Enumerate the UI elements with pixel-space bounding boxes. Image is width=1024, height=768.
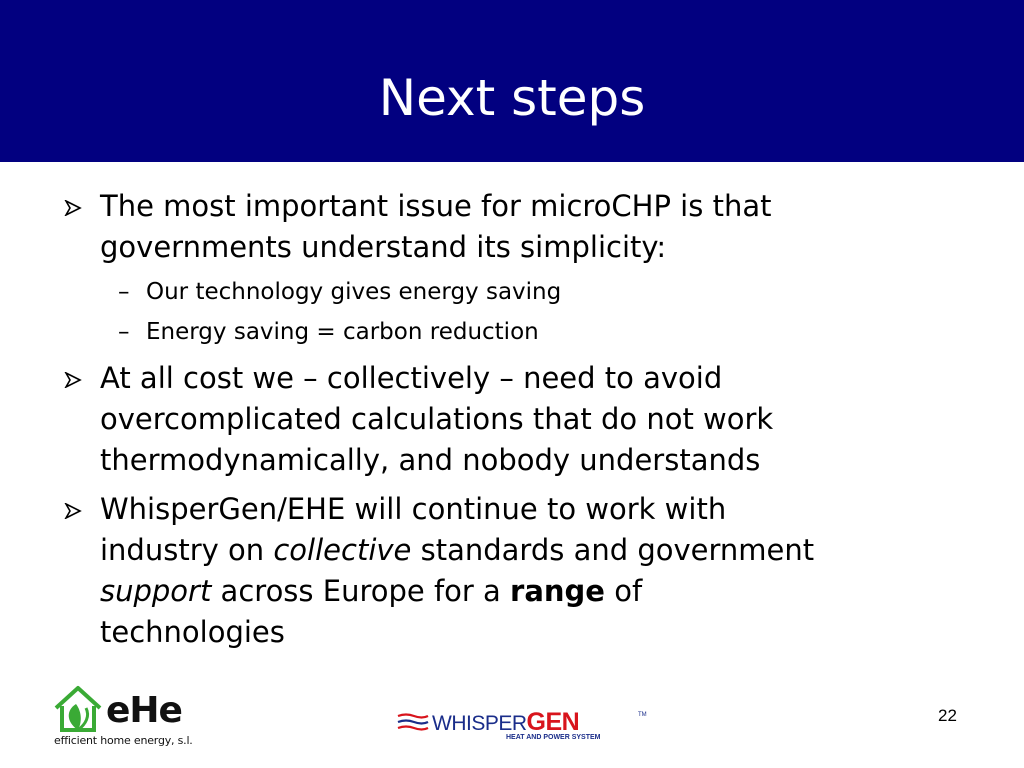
whispergen-subtitle: HEAT AND POWER SYSTEM xyxy=(506,734,601,741)
ehe-logo xyxy=(52,684,232,754)
bullet-3-line-4: technologies xyxy=(100,615,285,649)
page-number: 22 xyxy=(938,706,957,725)
whispergen-wordmark xyxy=(432,708,579,737)
emphasis-collective: collective xyxy=(273,533,412,567)
arrow-bullet-icon xyxy=(64,192,94,222)
bullet-1-line-2: governments understand its simplicity: xyxy=(100,230,667,264)
arrow-bullet-icon xyxy=(64,364,94,394)
slide-title: Next steps xyxy=(378,69,646,127)
ehe-tagline: efficient home energy, s.l. xyxy=(54,734,193,747)
title-bar xyxy=(0,0,1024,162)
wind-lines-icon xyxy=(396,712,430,734)
dash-bullet-icon: – xyxy=(118,319,130,345)
bullet-2-line-1: At all cost we – collectively – need to avoid xyxy=(100,361,723,395)
bullet-3-line-3 xyxy=(100,571,642,612)
bullet-3-line-2 xyxy=(100,530,814,571)
whispergen-part-2: GEN xyxy=(526,708,580,736)
bullet-3-line-1: WhisperGen/EHE will continue to work with xyxy=(100,492,727,526)
emphasis-support: support xyxy=(100,574,212,608)
whispergen-part-1: WHISPER xyxy=(432,712,527,735)
bullet-3-line-3-post: of xyxy=(604,574,643,608)
dash-bullet-icon: – xyxy=(118,279,130,305)
bullet-3-line-2-pre: industry on xyxy=(100,533,274,567)
arrow-bullet-icon xyxy=(64,495,94,525)
trademark-mark: TM xyxy=(638,712,647,718)
sub-item-2: Energy saving = carbon reduction xyxy=(146,319,539,345)
bullet-2-line-2: overcomplicated calculations that do not work xyxy=(100,402,774,436)
sub-item-1: Our technology gives energy saving xyxy=(146,279,562,305)
bullet-3-line-2-post: standards and government xyxy=(411,533,815,567)
whispergen-logo xyxy=(396,708,646,744)
emphasis-range: range xyxy=(510,574,605,608)
house-leaf-icon xyxy=(52,684,108,736)
bullet-2-line-3: thermodynamically, and nobody understands xyxy=(100,443,761,477)
bullet-3-line-3-mid: across Europe for a xyxy=(211,574,511,608)
bullet-1-line-1: The most important issue for microCHP is that xyxy=(100,189,772,223)
ehe-wordmark: eHe xyxy=(106,690,182,731)
